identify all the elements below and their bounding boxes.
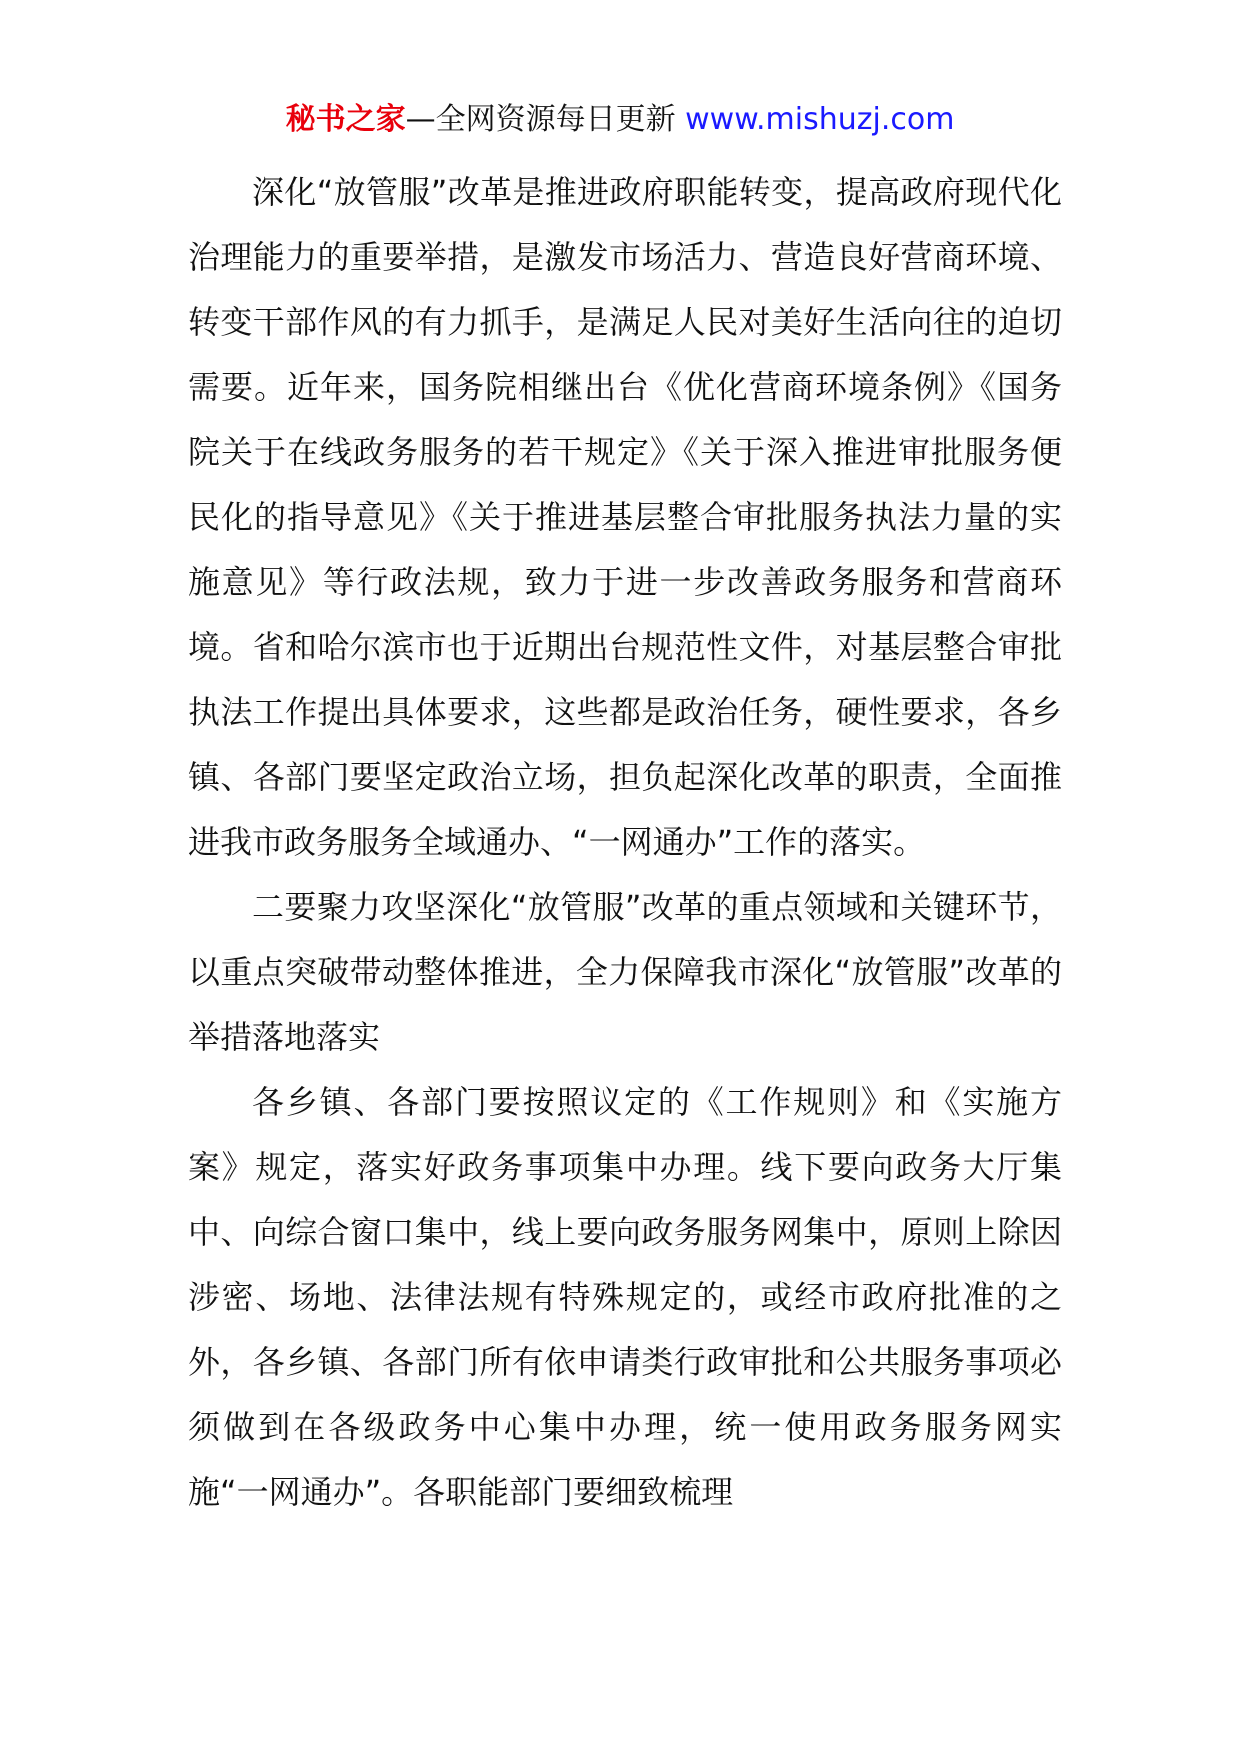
paragraph-implementation: 各乡镇、各部门要按照议定的《工作规则》和《实施方案》规定，落实好政务事项集中办理。线下要向政务大厅集中、向综合窗口集中，线上要向政务服务网集中，原则上除因涉密、场地、法律法规有特殊规定的，或经市政府批准的之外，各乡镇、各部门所有依申请类行政审批和公共服务事项必须做到在各级政务中心集中办理，统一使用政务服务网实施“一网通办”。各职能部门要细致梳理 — [188, 1083, 1062, 1511]
site-tagline: —全网资源每日更新 — [405, 102, 676, 137]
site-header — [0, 98, 1240, 142]
paragraph-intro: 深化“放管服”改革是推进政府职能转变，提高政府现代化治理能力的重要举措，是激发市场活力、营造良好营商环境、转变干部作风的有力抓手，是满足人民对美好生活向往的迫切需要。近年来，国务院相继出台《优化营商环境条例》《国务院关于在线政务服务的若干规定》《关于深入推进审批服务便民化的指导意见》《关于推进基层整合审批服务执法力量的实施意见》等行政法规，致力于进一步改善政务服务和营商环境。省和哈尔滨市也于近期出台规范性文件，对基层整合审批执法工作提出具体要求，这些都是政治任务，硬性要求，各乡镇、各部门要坚定政治立场，担负起深化改革的职责，全面推进我市政务服务全域通办、“一网通办”工作的落实。 — [188, 173, 1062, 861]
paragraph-section-heading: 二要聚力攻坚深化“放管服”改革的重点领域和关键环节，以重点突破带动整体推进，全力保障我市深化“放管服”改革的举措落地落实 — [188, 888, 1062, 1056]
site-url-link[interactable]: www.mishuzj.com — [685, 102, 955, 137]
brand-name: 秘书之家 — [285, 102, 406, 137]
document-body — [188, 160, 1062, 1525]
